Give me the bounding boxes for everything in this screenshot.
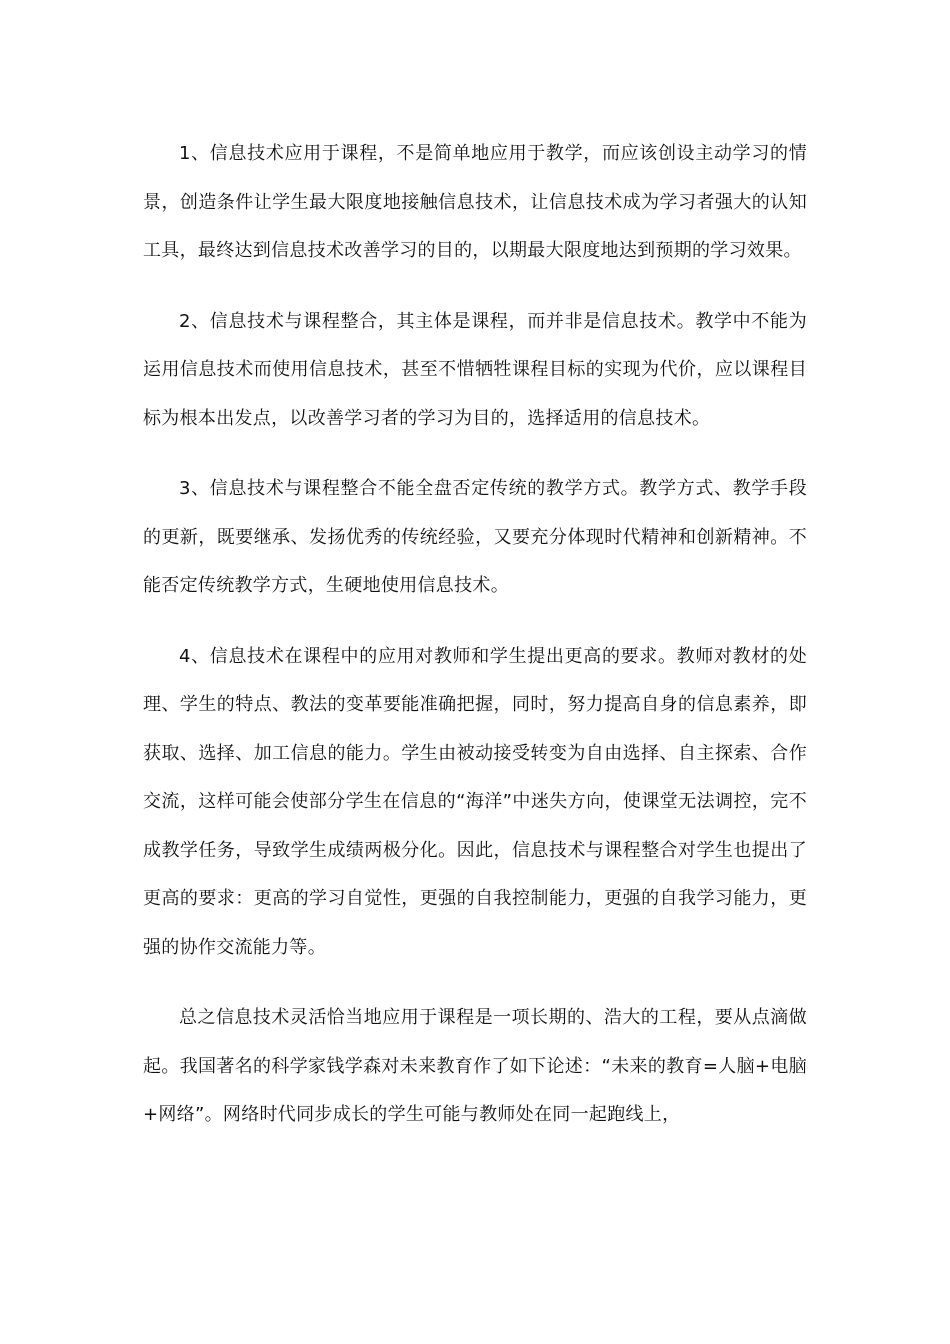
paragraph-2: 2、信息技术与课程整合，其主体是课程，而并非是信息技术。教学中不能为运用信息技术而使用信息技术，甚至不惜牺牲课程目标的实现为代价，应以课程目标为根本出发点，以改善学习者的学习为目的，选择适用的信息技术。 xyxy=(143,310,807,429)
document-body xyxy=(143,130,807,1162)
paragraph-5: 总之信息技术灵活恰当地应用于课程是一项长期的、浩大的工程，要从点滴做起。我国著名的科学家钱学森对未来教育作了如下论述：“未来的教育=人脑+电脑+网络”。网络时代同步成长的学生可能与教师处在同一起跑线上， xyxy=(143,1007,807,1125)
paragraph-1: 1、信息技术应用于课程，不是简单地应用于教学，而应该创设主动学习的情景，创造条件让学生最大限度地接触信息技术，让信息技术成为学习者强大的认知工具，最终达到信息技术改善学习的目的，以期最大限度地达到预期的学习效果。 xyxy=(143,143,807,261)
paragraph-3: 3、信息技术与课程整合不能全盘否定传统的教学方式。教学方式、教学手段的更新，既要继承、发扬优秀的传统经验，又要充分体现时代精神和创新精神。不能否定传统教学方式，生硬地使用信息技术。 xyxy=(143,478,807,596)
paragraph-4: 4、信息技术在课程中的应用对教师和学生提出更高的要求。教师对教材的处理、学生的特点、教法的变革要能准确把握，同时，努力提高自身的信息素养，即获取、选择、加工信息的能力。学生由被动接受转变为自由选择、自主探索、合作交流，这样可能会使部分学生在信息的“海洋”中迷失方向，使课堂无法调控，完不成教学任务，导致学生成绩两极分化。因此，信息技术与课程整合对学生也提出了更高的要求：更高的学习自觉性，更强的自我控制能力，更强的自我学习能力，更强的协作交流能力等。 xyxy=(143,645,807,958)
